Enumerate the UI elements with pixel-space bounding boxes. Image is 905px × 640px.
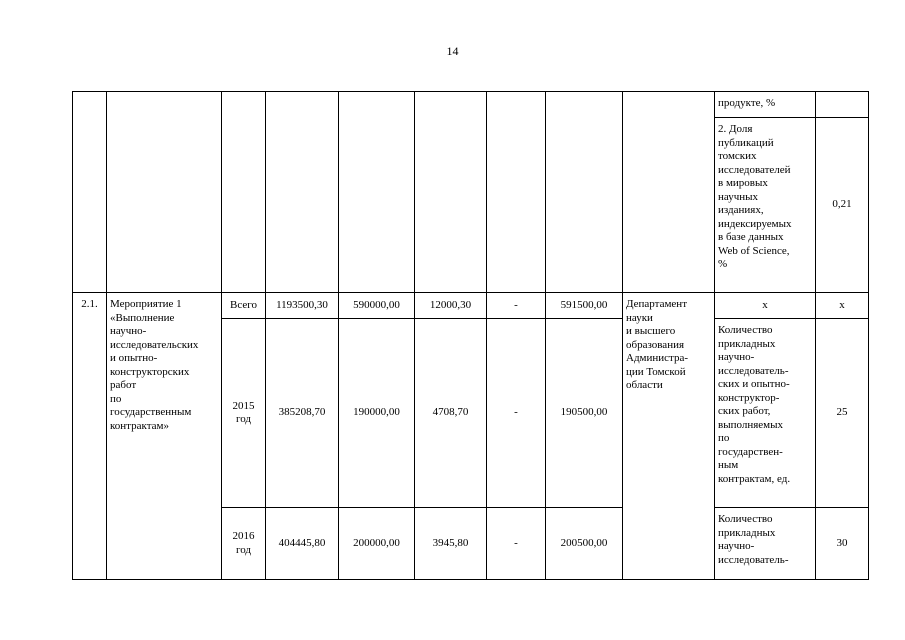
period-cell: 2016 год	[222, 508, 266, 580]
period-cell: Всего	[222, 293, 266, 319]
total-cell: 404445,80	[266, 508, 339, 580]
amount-cell: 3945,80	[415, 508, 487, 580]
amount-cell: 12000,30	[415, 293, 487, 319]
value-cell: 30	[816, 508, 869, 580]
total-cell: 385208,70	[266, 319, 339, 508]
event-number: 2.1.	[73, 293, 107, 580]
table-cell	[222, 92, 266, 293]
amount-cell: -	[487, 319, 546, 508]
total-cell: 1193500,30	[266, 293, 339, 319]
table-cell	[546, 92, 623, 293]
value-cell	[816, 92, 869, 118]
value-cell: х	[816, 293, 869, 319]
page-number: 14	[446, 44, 459, 58]
value-cell: 0,21	[816, 118, 869, 293]
indicator-cell: 2. Доля публикаций томских исследователей в мировых научных изданиях, индексируемых в базе данных Web of Science, %	[715, 118, 816, 293]
table-cell	[73, 92, 107, 293]
indicator-cell: продукте, %	[715, 92, 816, 118]
table-cell	[415, 92, 487, 293]
indicator-cell: Количество прикладных научно- исследователь-	[715, 508, 816, 580]
table-cell	[107, 92, 222, 293]
amount-cell: 4708,70	[415, 319, 487, 508]
table-cell	[623, 92, 715, 293]
event-name: Мероприятие 1 «Выполнение научно- исследовательских и опытно- конструкторских работ по государственным контрактам»	[107, 293, 222, 580]
table-cell	[266, 92, 339, 293]
amount-cell: -	[487, 508, 546, 580]
amount-cell: 190500,00	[546, 319, 623, 508]
table-row	[73, 92, 869, 118]
executor-cell: Департамент науки и высшего образования Администра- ции Томской области	[623, 293, 715, 580]
indicator-cell: Количество прикладных научно- исследователь- ских и опытно- конструктор- ских работ, выполняемых по государствен- ным контрактам, ед.	[715, 319, 816, 508]
program-table	[72, 91, 869, 580]
table-row	[73, 293, 869, 319]
amount-cell: 200000,00	[339, 508, 415, 580]
amount-cell: 591500,00	[546, 293, 623, 319]
value-cell: 25	[816, 319, 869, 508]
amount-cell: 590000,00	[339, 293, 415, 319]
indicator-cell: х	[715, 293, 816, 319]
amount-cell: 200500,00	[546, 508, 623, 580]
amount-cell: -	[487, 293, 546, 319]
table-cell	[339, 92, 415, 293]
period-cell: 2015 год	[222, 319, 266, 508]
table-cell	[487, 92, 546, 293]
amount-cell: 190000,00	[339, 319, 415, 508]
